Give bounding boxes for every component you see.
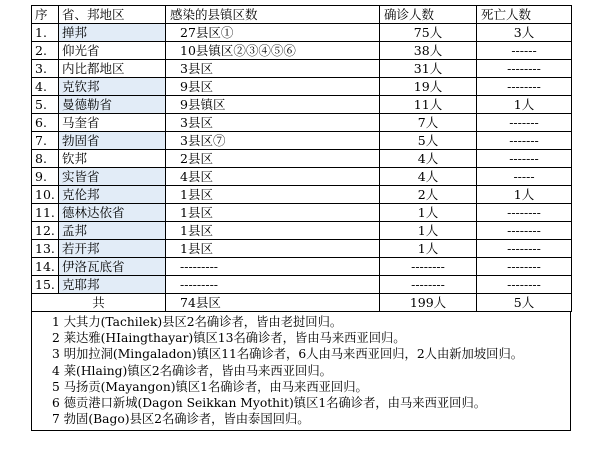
table-row (32, 60, 572, 78)
row-deaths: -------- (477, 276, 572, 294)
row-counties: 9县镇区 (166, 96, 380, 114)
row-deaths: -------- (477, 204, 572, 222)
table-row (32, 240, 572, 258)
row-deaths: -------- (477, 258, 572, 276)
total-confirmed: 199人 (380, 294, 477, 312)
row-number: 13. (32, 240, 59, 258)
row-deaths: ------ (477, 42, 572, 60)
table-row (32, 258, 572, 276)
footnote-line: 6 德贡港口新城(Dagon Seikkan Myothit)镇区1名确诊者，由马来西亚回归。 (52, 396, 487, 411)
table-row (32, 24, 572, 42)
row-confirmed: -------- (380, 276, 477, 294)
row-region: 钦邦 (59, 150, 166, 168)
row-counties: 9县区 (166, 78, 380, 96)
row-confirmed: 38人 (380, 42, 477, 60)
footnotes (31, 312, 571, 431)
row-region: 克耶邦 (59, 276, 166, 294)
row-counties: --------- (166, 258, 380, 276)
row-number: 7. (32, 132, 59, 150)
table-row (32, 114, 572, 132)
header-region: 省、邦地区 (59, 6, 166, 24)
table-total-row (32, 294, 572, 312)
row-number: 4. (32, 78, 59, 96)
row-counties: 2县区 (166, 150, 380, 168)
row-deaths: ----- (477, 168, 572, 186)
row-deaths: -------- (477, 222, 572, 240)
row-deaths: ------- (477, 132, 572, 150)
row-region: 伊洛瓦底省 (59, 258, 166, 276)
row-number: 10. (32, 186, 59, 204)
row-number: 6. (32, 114, 59, 132)
table-row (32, 150, 572, 168)
row-counties: 1县区 (166, 240, 380, 258)
row-deaths: -------- (477, 60, 572, 78)
row-region: 曼德勒省 (59, 96, 166, 114)
table-row (32, 42, 572, 60)
table-row (32, 222, 572, 240)
row-number: 14. (32, 258, 59, 276)
footnote-line: 1 大其力(Tachilek)县区2名确诊者，皆由老挝回归。 (52, 315, 343, 329)
row-confirmed: 4人 (380, 168, 477, 186)
row-confirmed: 19人 (380, 78, 477, 96)
row-number: 2. (32, 42, 59, 60)
row-number: 8. (32, 150, 59, 168)
row-region: 克伦邦 (59, 186, 166, 204)
row-counties: 1县区 (166, 204, 380, 222)
row-deaths: 1人 (477, 96, 572, 114)
row-confirmed: 75人 (380, 24, 477, 42)
row-confirmed: 4人 (380, 150, 477, 168)
row-region: 孟邦 (59, 222, 166, 240)
row-deaths: -------- (477, 240, 572, 258)
row-region: 德林达依省 (59, 204, 166, 222)
header-confirmed: 确诊人数 (380, 6, 477, 24)
table-row (32, 186, 572, 204)
row-deaths: ------- (477, 114, 572, 132)
covid-region-table-document (31, 5, 571, 431)
row-counties: 3县区⑦ (166, 132, 380, 150)
footnote-line: 3 明加拉洞(Mingaladon)镇区11名确诊者，6人由马来西亚回归，2人由新加坡回归。 (52, 347, 524, 362)
region-table (31, 5, 572, 312)
row-confirmed: 1人 (380, 204, 477, 222)
table-row (32, 96, 572, 114)
row-region: 掸邦 (59, 24, 166, 42)
table-row (32, 276, 572, 294)
row-number: 5. (32, 96, 59, 114)
row-number: 12. (32, 222, 59, 240)
footnote-line: 2 莱达雅(HIaingthayar)镇区13名确诊者，皆由马来西亚回归。 (52, 331, 406, 346)
header-deaths: 死亡人数 (477, 6, 572, 24)
row-region: 若开邦 (59, 240, 166, 258)
row-confirmed: 11人 (380, 96, 477, 114)
row-region: 实皆省 (59, 168, 166, 186)
header-no: 序 (32, 6, 59, 24)
row-confirmed: -------- (380, 258, 477, 276)
footnote-line: 7 勃固(Bago)县区2名确诊者，皆由泰国回归。 (52, 412, 310, 427)
row-region: 勃固省 (59, 132, 166, 150)
row-region: 马奎省 (59, 114, 166, 132)
row-confirmed: 5人 (380, 132, 477, 150)
table-row (32, 78, 572, 96)
total-deaths: 5人 (477, 294, 572, 312)
total-label: 共 (32, 294, 166, 312)
total-counties: 74县区 (166, 294, 380, 312)
row-confirmed: 2人 (380, 186, 477, 204)
row-deaths: -------- (477, 78, 572, 96)
row-number: 15. (32, 276, 59, 294)
row-number: 9. (32, 168, 59, 186)
row-number: 1. (32, 24, 59, 42)
header-counties: 感染的县镇区数 (166, 6, 380, 24)
row-number: 3. (32, 60, 59, 78)
row-number: 11. (32, 204, 59, 222)
row-counties: 1县区 (166, 186, 380, 204)
row-counties: 10县镇区②③④⑤⑥ (166, 42, 380, 60)
row-counties: 1县区 (166, 222, 380, 240)
row-counties: 3县区 (166, 60, 380, 78)
row-deaths: 1人 (477, 186, 572, 204)
table-header-row (32, 6, 572, 24)
row-region: 克钦邦 (59, 78, 166, 96)
table-row (32, 204, 572, 222)
row-counties: --------- (166, 276, 380, 294)
row-deaths: 3人 (477, 24, 572, 42)
footnote-line: 5 马扬贡(Mayangon)镇区1名确诊者，由马来西亚回归。 (52, 379, 368, 394)
row-counties: 4县区 (166, 168, 380, 186)
row-counties: 27县区① (166, 24, 380, 42)
row-deaths: ------- (477, 150, 572, 168)
row-confirmed: 1人 (380, 222, 477, 240)
footnote-line: 4 莱(Hlaing)镇区2名确诊者，皆由马来西亚回归。 (52, 363, 332, 378)
row-confirmed: 1人 (380, 240, 477, 258)
row-region: 仰光省 (59, 42, 166, 60)
table-row (32, 168, 572, 186)
row-region: 内比都地区 (59, 60, 166, 78)
row-counties: 3县区 (166, 114, 380, 132)
row-confirmed: 31人 (380, 60, 477, 78)
table-row (32, 132, 572, 150)
row-confirmed: 7人 (380, 114, 477, 132)
